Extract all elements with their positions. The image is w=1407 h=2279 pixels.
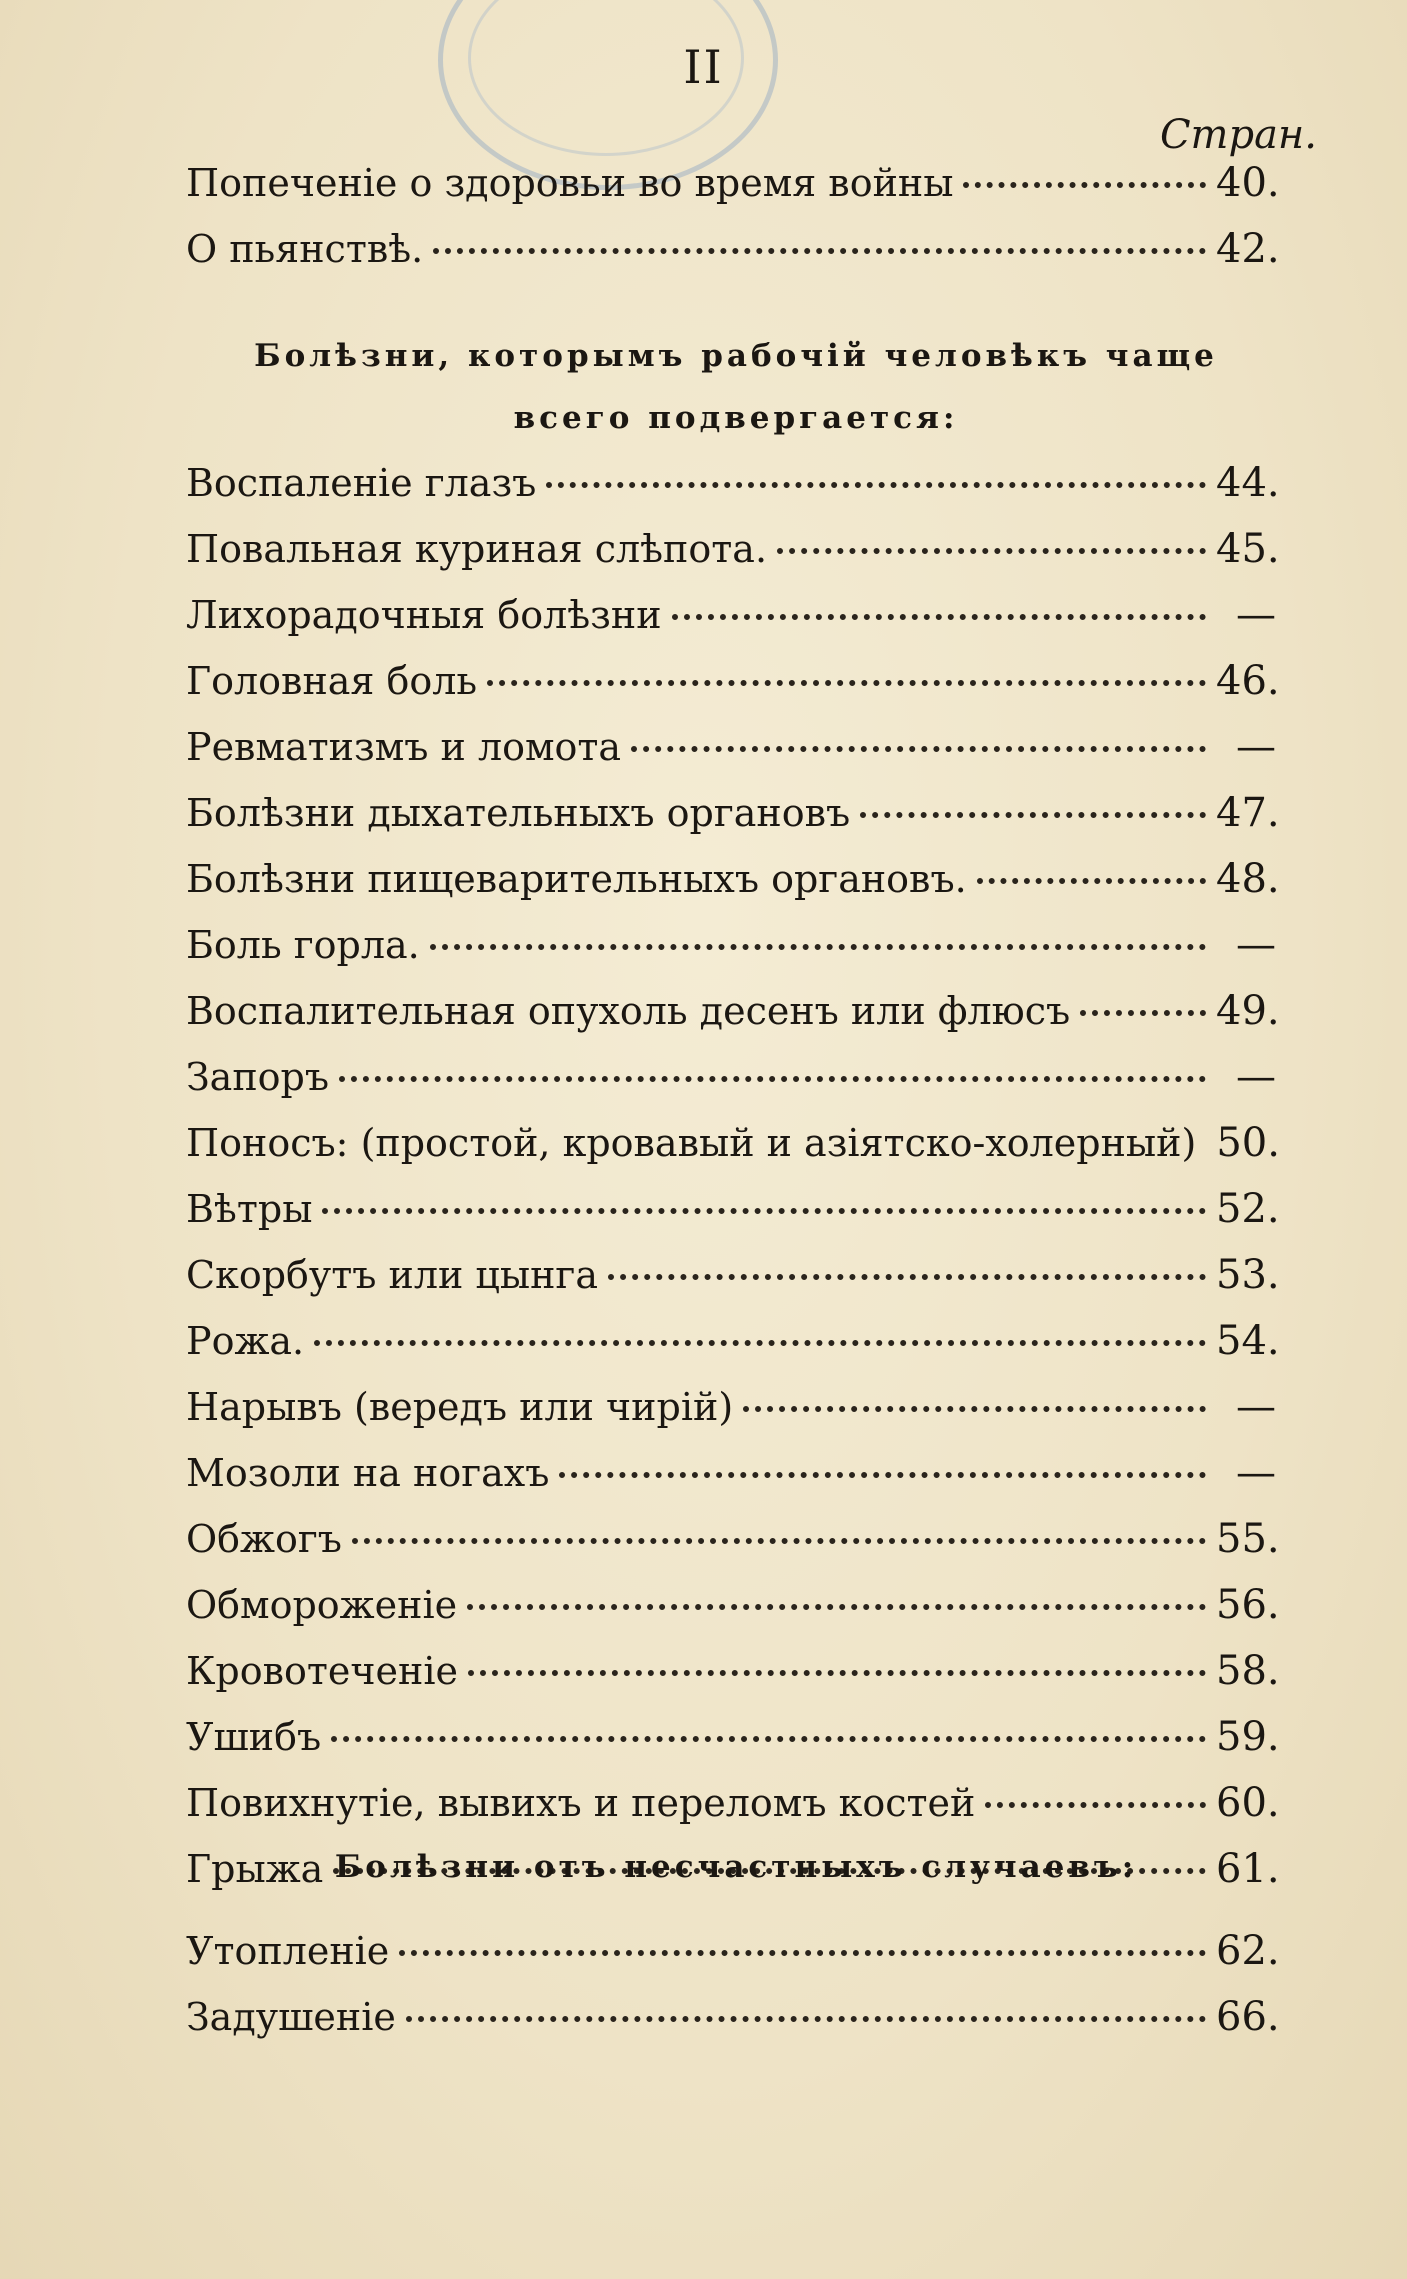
toc-entry-title: Обжогъ xyxy=(186,1517,342,1561)
toc-entry-page: 42. xyxy=(1216,226,1280,272)
dot-leader xyxy=(322,1208,1206,1214)
toc-entry-title: Нарывъ (вередъ или чирій) xyxy=(186,1385,734,1429)
toc-entry-title: Повальная куриная слѣпота. xyxy=(186,527,768,571)
toc-entry-page: 53. xyxy=(1216,1252,1280,1298)
toc-entry-title: Болѣзни дыхательныхъ органовъ xyxy=(186,791,851,835)
toc-entry-page: 62. xyxy=(1216,1928,1280,1974)
toc-entry-title: Ревматизмъ и ломота xyxy=(186,725,622,769)
toc-entry xyxy=(186,1374,1276,1440)
dot-leader xyxy=(559,1472,1206,1478)
toc-entry-page: 60. xyxy=(1216,1780,1280,1826)
dot-leader xyxy=(546,482,1206,488)
toc-entry xyxy=(186,1044,1276,1110)
toc-entry-title: Рожа. xyxy=(186,1319,305,1363)
page-column-heading: Стран. xyxy=(1159,112,1317,158)
toc-entry-page: 54. xyxy=(1216,1318,1280,1364)
section-heading-1 xyxy=(186,325,1286,449)
dot-leader xyxy=(352,1538,1206,1544)
dot-leader xyxy=(331,1736,1206,1742)
dot-leader xyxy=(433,248,1206,254)
dot-leader xyxy=(487,680,1206,686)
dot-leader xyxy=(985,1802,1206,1808)
toc-entry xyxy=(186,216,1280,282)
toc-entry-title: Мозоли на ногахъ xyxy=(186,1451,550,1495)
toc-entry-title: Воспаленіе глазъ xyxy=(186,461,537,505)
toc-entry-page: 50. xyxy=(1216,1120,1280,1166)
toc-entry-title: Попеченіе о здоровьи во время войны xyxy=(186,161,954,205)
toc-entry-page: 56. xyxy=(1216,1582,1280,1628)
section-heading-line: Болѣзни, которымъ рабочій человѣкъ чаще xyxy=(254,338,1218,374)
toc-entry-title: О пьянствѣ. xyxy=(186,227,424,271)
toc-entry-title: Лихорадочныя болѣзни xyxy=(186,593,662,637)
toc-entry-page: 46. xyxy=(1216,658,1280,704)
dot-leader xyxy=(467,1604,1206,1610)
dot-leader xyxy=(631,746,1206,752)
toc-entry-page: — xyxy=(1236,1450,1276,1496)
toc-entry xyxy=(186,1110,1280,1176)
toc-entry-title: Утопленіе xyxy=(186,1929,390,1973)
toc-entry xyxy=(186,1440,1276,1506)
toc-entry xyxy=(186,978,1280,1044)
toc-entry-title: Повихнутіе, вывихъ и переломъ костей xyxy=(186,1781,976,1825)
dot-leader xyxy=(339,1076,1206,1082)
dot-leader xyxy=(468,1670,1206,1676)
toc-entry-title: Ушибъ xyxy=(186,1715,322,1759)
toc-group-2 xyxy=(186,450,1280,1902)
toc-entry xyxy=(186,1308,1280,1374)
dot-leader xyxy=(430,944,1206,950)
toc-entry xyxy=(186,1638,1280,1704)
toc-entry-title: Воспалительная опухоль десенъ или флюсъ xyxy=(186,989,1071,1033)
toc-entry xyxy=(186,1704,1280,1770)
dot-leader xyxy=(977,878,1206,884)
dot-leader xyxy=(860,812,1206,818)
toc-entry-page: 55. xyxy=(1216,1516,1280,1562)
toc-entry-page: 47. xyxy=(1216,790,1280,836)
toc-entry xyxy=(186,582,1276,648)
toc-entry-title: Боль горла. xyxy=(186,923,420,967)
toc-entry-page: 44. xyxy=(1216,460,1280,506)
toc-entry xyxy=(186,1572,1280,1638)
toc-entry xyxy=(186,1506,1280,1572)
toc-entry-page: 61. xyxy=(1216,1846,1280,1892)
toc-entry xyxy=(186,1770,1280,1836)
toc-entry-page: 66. xyxy=(1216,1994,1280,2040)
toc-entry-page: 40. xyxy=(1216,160,1280,206)
toc-entry xyxy=(186,450,1280,516)
dot-leader xyxy=(1080,1010,1206,1016)
toc-entry-page: — xyxy=(1236,1054,1276,1100)
toc-group-1 xyxy=(186,150,1280,282)
toc-entry xyxy=(186,648,1280,714)
toc-entry xyxy=(186,1918,1280,1984)
toc-entry xyxy=(186,780,1280,846)
toc-entry-title: Болѣзни пищеварительныхъ органовъ. xyxy=(186,857,967,901)
dot-leader xyxy=(314,1340,1206,1346)
toc-entry xyxy=(186,846,1280,912)
toc-entry-title: Грыжа xyxy=(186,1847,324,1891)
section-heading-line: всего подвергается: xyxy=(513,400,959,436)
toc-entry xyxy=(186,1176,1280,1242)
toc-entry xyxy=(186,1984,1280,2050)
toc-entry-title: Поносъ: (простой, кровавый и азіятско-холерный) xyxy=(186,1121,1197,1165)
toc-entry xyxy=(186,150,1280,216)
toc-entry-title: Задушеніе xyxy=(186,1995,396,2039)
toc-entry-page: 45. xyxy=(1216,526,1280,572)
toc-entry xyxy=(186,912,1276,978)
toc-entry xyxy=(186,714,1276,780)
toc-entry xyxy=(186,1242,1280,1308)
page-number: II xyxy=(683,40,724,94)
dot-leader xyxy=(963,182,1206,188)
dot-leader xyxy=(399,1950,1206,1956)
toc-entry-page: 52. xyxy=(1216,1186,1280,1232)
toc-entry-title: Обмороженіе xyxy=(186,1583,458,1627)
dot-leader xyxy=(777,548,1206,554)
dot-leader xyxy=(608,1274,1206,1280)
toc-entry-title: Запоръ xyxy=(186,1055,330,1099)
toc-entry-page: 49. xyxy=(1216,988,1280,1034)
toc-group-3 xyxy=(186,1918,1280,2050)
dot-leader xyxy=(406,2016,1206,2022)
section-heading-line: Болѣзни отъ несчастныхъ случаевъ: xyxy=(334,1849,1138,1885)
toc-entry-page: — xyxy=(1236,922,1276,968)
toc-entry-title: Скорбутъ или цынга xyxy=(186,1253,598,1297)
toc-entry-title: Головная боль xyxy=(186,659,478,703)
section-heading-2 xyxy=(186,1836,1286,1898)
toc-entry-page: 58. xyxy=(1216,1648,1280,1694)
dot-leader xyxy=(672,614,1206,620)
toc-entry-page: — xyxy=(1236,724,1276,770)
toc-entry-title: Вѣтры xyxy=(186,1187,313,1231)
toc-entry-page: — xyxy=(1236,592,1276,638)
toc-entry-page: 48. xyxy=(1216,856,1280,902)
toc-entry-title: Кровотеченіе xyxy=(186,1649,458,1693)
dot-leader xyxy=(743,1406,1206,1412)
toc-entry-page: — xyxy=(1236,1384,1276,1430)
toc-entry xyxy=(186,516,1280,582)
toc-entry-page: 59. xyxy=(1216,1714,1280,1760)
